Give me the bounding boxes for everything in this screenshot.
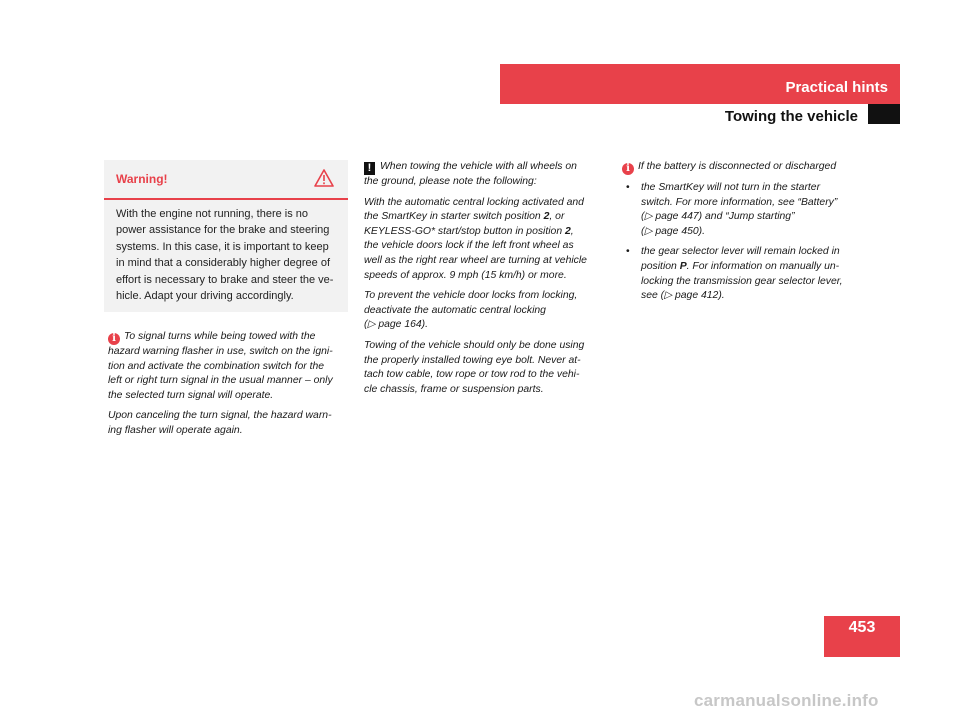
warning-triangle-icon (314, 169, 334, 192)
section-title: Practical hints (785, 79, 888, 96)
warning-title: Warning! (116, 172, 168, 186)
column-left (108, 330, 352, 445)
text-line: When towing the vehicle with all wheels on (380, 161, 577, 172)
page-title: Towing the vehicle (724, 108, 858, 125)
text-line: the vehicle doors lock if the left front wheel as (364, 240, 574, 252)
text-line: left or right turn signal in the usual manner – only (108, 375, 333, 387)
text-line: the SmartKey will not turn in the starter (641, 182, 821, 193)
text-line: hazard warning flasher in use, switch on the igni- (108, 346, 333, 357)
text-line: . For information on manually un- (686, 260, 840, 272)
warning-line: in mind that a considerably higher degree of (116, 257, 331, 270)
battery-note (622, 160, 872, 175)
page-reference: (▷ page 164). (364, 319, 429, 331)
info-icon: i (622, 163, 634, 175)
bullet-icon: • (626, 182, 630, 193)
text-line: the selected turn signal will operate. (108, 389, 274, 401)
text-line: tach tow cable, tow rope or tow rod to the vehi- (364, 369, 580, 381)
warning-line: hicle. Adapt your driving accordingly. (116, 290, 294, 303)
deactivate-locking-note (364, 289, 614, 333)
warning-text (104, 200, 348, 304)
position-value: 2 (543, 211, 550, 223)
text-line: tion and activate the combination switch for the (108, 360, 325, 372)
list-item (622, 181, 872, 239)
central-locking-note (364, 196, 614, 284)
position-value: P (679, 260, 687, 272)
text-line: , (570, 225, 574, 237)
text-line: cle chassis, frame or suspension parts. (364, 383, 544, 395)
text-line: To signal turns while being towed with the (124, 331, 316, 342)
column-middle (364, 160, 614, 403)
text-line: Towing of the vehicle should only be done using (364, 339, 585, 351)
page-number: 453 (824, 616, 900, 657)
bullet-icon: • (626, 246, 630, 258)
page-reference: (▷ page 450). (641, 225, 706, 237)
watermark: carmanualsonline.info (694, 691, 879, 710)
list-item (622, 245, 872, 303)
page-reference: (▷ page 447) and “Jump starting” (641, 211, 795, 223)
text-line: If the battery is disconnected or discharged (638, 161, 837, 172)
text-line: speeds of approx. 9 mph (15 km/h) or more. (364, 269, 567, 281)
text-line: KEYLESS-GO* start/stop button in position (364, 225, 565, 237)
text-line: position (641, 260, 680, 272)
text-line: , or (549, 211, 565, 223)
warning-line: effort is necessary to brake and steer the ve- (116, 273, 334, 286)
warning-box (104, 160, 348, 312)
notice-icon: ! (364, 162, 375, 175)
turn-signal-note (108, 330, 352, 403)
header-marker (868, 104, 900, 124)
text-line: ing flasher will operate again. (108, 424, 243, 436)
text-line: the gear selector lever will remain locked in (641, 246, 840, 258)
text-line: To prevent the vehicle door locks from locking, (364, 290, 578, 302)
text-line: With the automatic central locking activated and (364, 196, 584, 208)
warning-header (104, 160, 348, 200)
warning-line: systems. In this case, it is important to keep (116, 240, 329, 253)
page-reference: see (▷ page 412). (641, 290, 725, 302)
text-line: the ground, please note the following: (364, 176, 537, 187)
column-right (622, 160, 872, 310)
text-line: deactivate the automatic central locking (364, 304, 546, 316)
warning-line: With the engine not running, there is no (116, 208, 309, 220)
text-line: switch. For more information, see “Battery” (641, 196, 838, 208)
text-line: well as the right rear wheel are turning at vehicle (364, 254, 587, 266)
text-line: Upon canceling the turn signal, the hazard warn- (108, 410, 332, 422)
towing-notice (364, 160, 614, 190)
cancel-signal-note (108, 409, 352, 438)
warning-line: power assistance for the brake and steering (116, 224, 330, 237)
text-line: the SmartKey in starter switch position (364, 211, 544, 223)
info-icon: i (108, 333, 120, 345)
towing-eye-note (364, 339, 614, 397)
position-value: 2 (565, 225, 571, 237)
text-line: the properly installed towing eye bolt. Never at- (364, 354, 581, 366)
text-line: locking the transmission gear selector lever, (641, 275, 843, 287)
